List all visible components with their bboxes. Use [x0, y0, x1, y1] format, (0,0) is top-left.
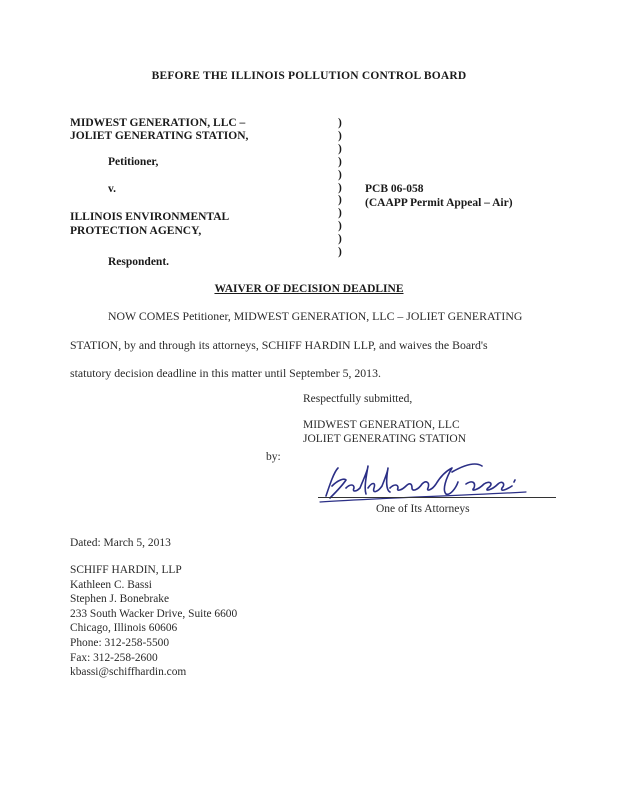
respectfully-submitted: Respectfully submitted, — [303, 393, 413, 405]
signature-line — [318, 497, 556, 498]
paren: ) — [338, 117, 342, 129]
respondent-label: Respondent. — [108, 256, 170, 268]
board-header: BEFORE THE ILLINOIS POLLUTION CONTROL BOARD — [151, 70, 467, 82]
firm-line: Phone: 312-258-5500 — [70, 636, 170, 649]
firm-line: Chicago, Illinois 60606 — [70, 622, 178, 635]
dated-line: Dated: March 5, 2013 — [70, 537, 171, 549]
petitioner-label: Petitioner, — [108, 156, 159, 168]
respondent-name-line2: PROTECTION AGENCY, — [70, 225, 202, 237]
attorney-signature — [316, 458, 556, 508]
paren: ) — [338, 181, 342, 194]
paren: ) — [338, 168, 342, 181]
paren: ) — [338, 220, 342, 233]
party-name-line2: JOLIET GENERATING STATION — [303, 433, 467, 445]
firm-line: Stephen J. Bonebrake — [70, 593, 170, 606]
paren: ) — [338, 194, 342, 207]
firm-email: kbassi@schiffhardin.com — [70, 666, 187, 679]
body-line-2: STATION, by and through its attorneys, SCHIFF HARDIN LLP, and waives the Board's — [70, 338, 488, 352]
firm-line: Kathleen C. Bassi — [70, 578, 152, 591]
firm-line: Fax: 312-258-2600 — [70, 651, 158, 664]
firm-line: 233 South Wacker Drive, Suite 6600 — [70, 607, 238, 620]
by-label: by: — [266, 451, 281, 463]
signature-caption: One of Its Attorneys — [376, 503, 470, 515]
case-number: PCB 06-058 — [365, 183, 424, 195]
paren: ) — [338, 246, 342, 259]
paren: ) — [338, 142, 342, 155]
body-line-3: statutory decision deadline in this matter until September 5, 2013. — [70, 366, 381, 380]
versus-label: v. — [108, 183, 116, 195]
petitioner-name-line1: MIDWEST GENERATION, LLC – — [70, 117, 246, 129]
waiver-title: WAIVER OF DECISION DEADLINE — [214, 283, 404, 295]
paren: ) — [338, 155, 342, 168]
firm-name: SCHIFF HARDIN, LLP — [70, 564, 182, 576]
party-name-line1: MIDWEST GENERATION, LLC — [303, 419, 460, 431]
body-line-1: NOW COMES Petitioner, MIDWEST GENERATION, LLC – JOLIET GENERATING — [108, 309, 523, 323]
petitioner-name-line2: JOLIET GENERATING STATION, — [70, 130, 249, 142]
caption-parenthesis-column — [338, 117, 342, 259]
paren: ) — [338, 207, 342, 220]
firm-address-block — [70, 563, 237, 680]
paren: ) — [338, 233, 342, 246]
respondent-name-line1: ILLINOIS ENVIRONMENTAL — [70, 211, 230, 223]
case-type: (CAAPP Permit Appeal – Air) — [365, 197, 513, 209]
paren: ) — [338, 129, 342, 142]
